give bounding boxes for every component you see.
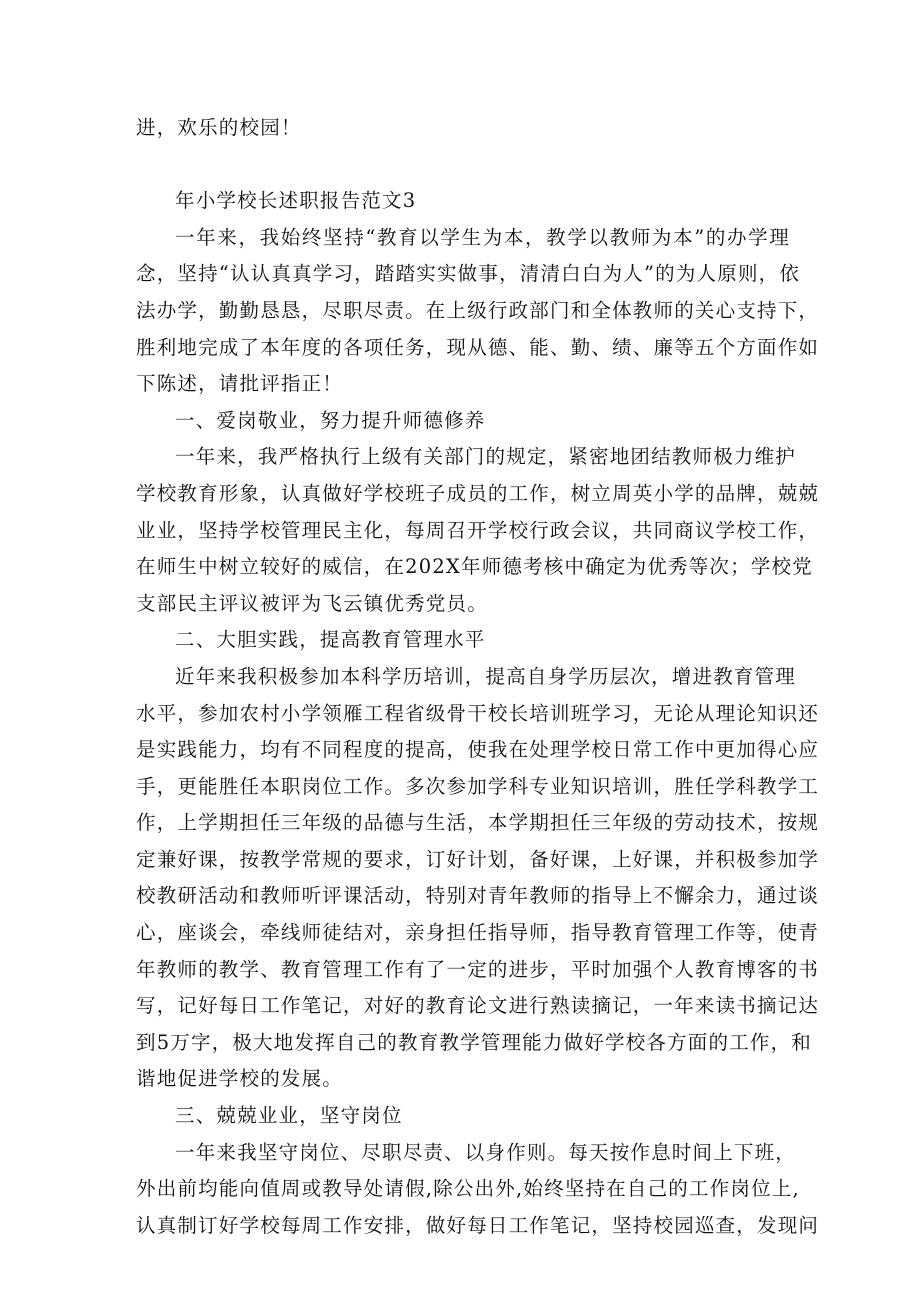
- text-line: 水平，参加农村小学领雁工程省级骨干校长培训班学习，无论从理论知识还: [136, 701, 820, 725]
- text-line: 念，坚持“认认真真学习，踏踏实实做事，清清白白为人”的为人原则，依: [136, 262, 801, 286]
- text-line: 近年来我积极参加本科学历培训，提高自身学历层次，增进教育管理: [175, 664, 797, 688]
- text-line: 法办学，勤勤恳恳，尽职尽责。在上级行政部门和全体教师的关心支持下，: [136, 298, 820, 322]
- text-line: 认真制订好学校每周工作安排，做好每日工作笔记，坚持校园巡查，发现问: [136, 1213, 820, 1237]
- text-line: 业业，坚持学校管理民主化，每周召开学校行政会议，共同商议学校工作，: [136, 518, 820, 542]
- text-line: 下陈述，请批评指正！: [136, 372, 344, 396]
- text-line: 胜利地完成了本年度的各项任务，现从德、能、勤、绩、廉等五个方面作如: [136, 335, 820, 359]
- section-heading: 三、兢兢业业，坚守岗位: [175, 1104, 403, 1128]
- section-heading: 二、大胆实践，提高教育管理水平: [175, 628, 486, 652]
- text-line: 手，更能胜任本职岗位工作。多次参加学科专业知识培训，胜任学科教学工: [136, 774, 820, 798]
- document-body: [136, 110, 820, 1244]
- text-line: 外出前均能向值周或教导处请假,除公出外,始终坚持在自己的工作岗位上,: [136, 1177, 800, 1201]
- paragraph-gap: [136, 147, 790, 184]
- text-line: 心，座谈会，牵线师徒结对，亲身担任指导师，指导教育管理工作等，使青: [136, 921, 820, 945]
- text-line: 一年来，我始终坚持“教育以学生为本，教学以教师为本”的办学理: [175, 225, 790, 249]
- text-line: 到5万字，极大地发挥自己的教育教学管理能力做好学校各方面的工作，和: [136, 1030, 813, 1054]
- text-line: 在师生中树立较好的威信，在202X年师德考核中确定为优秀等次；学校党: [136, 555, 813, 579]
- text-line: 支部民主评议被评为飞云镇优秀党员。: [136, 591, 488, 615]
- text-line: 学校教育形象，认真做好学校班子成员的工作，树立周英小学的品牌，兢兢: [136, 481, 820, 505]
- text-line: 一年来我坚守岗位、尽职尽责、以身作则。每天按作息时间上下班，: [175, 1140, 797, 1164]
- text-line: 一年来，我严格执行上级有关部门的规定，紧密地团结教师极力维护: [175, 445, 797, 469]
- text-line: 作，上学期担任三年级的品德与生活，本学期担任三年级的劳动技术，按规: [136, 811, 820, 835]
- text-line: 年教师的教学、教育管理工作有了一定的进步，平时加强个人教育博客的书: [136, 957, 820, 981]
- section-title: 年小学校长述职报告范文3: [175, 189, 417, 213]
- text-line: 谐地促进学校的发展。: [136, 1067, 344, 1091]
- text-line: 校教研活动和教师听评课活动，特别对青年教师的指导上不懈余力，通过谈: [136, 884, 820, 908]
- text-line: 是实践能力，均有不同程度的提高，使我在处理学校日常工作中更加得心应: [136, 738, 820, 762]
- text-line: 进，欢乐的校园！: [136, 116, 302, 139]
- text-line: 写，记好每日工作笔记，对好的教育论文进行熟读摘记，一年来读书摘记达: [136, 994, 820, 1018]
- text-line: 定兼好课，按教学常规的要求，订好计划，备好课，上好课，并积极参加学: [136, 847, 820, 871]
- section-heading: 一、爱岗敬业，努力提升师德修养: [175, 408, 486, 432]
